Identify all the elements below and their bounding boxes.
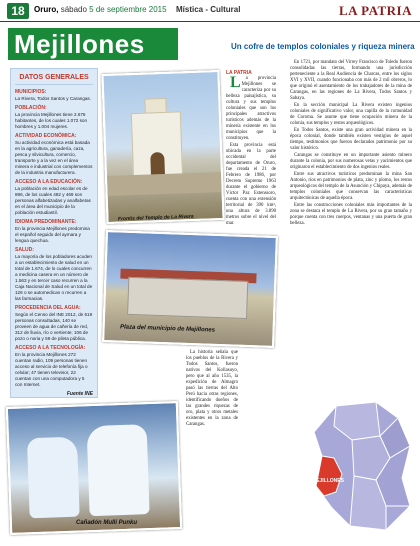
box-heading: IDIOMA PREDOMINANTE: xyxy=(15,219,77,225)
box-section xyxy=(15,105,93,130)
map-label: MEJILLONES xyxy=(312,478,344,484)
box-text: En la provincia Mejillones predomina el español seguido del aymara y lengua quechua. xyxy=(15,226,90,243)
box-heading: MUNICIPIOS: xyxy=(15,89,47,95)
general-data-box xyxy=(10,68,98,398)
page-header xyxy=(0,0,420,22)
church-photo-caption: Frontis del Templo de La Rivera xyxy=(117,213,194,223)
box-heading: ACTIVIDAD ECONÓMICA: xyxy=(15,133,77,139)
box-heading: PROCEDENCIA DEL AGUA: xyxy=(15,305,81,311)
box-text: La mayoría de los pobladores acuden a un establecimiento de salud en un total de 1.674, de lo cuales concurren a medicina casera en un número de 1.563 y en tercer caso recurren a la Caja Nacional de Salud en un total de 126 o se automedican o recurren a las farmacias. xyxy=(15,254,93,301)
canyon-photo xyxy=(6,401,182,535)
section-name: Mística - Cultural xyxy=(176,5,241,14)
church-photo xyxy=(101,70,224,224)
paragraph: En 1721, por mandato del Virrey Francisco de Toledo fueron consolidadas las tierras, formando una jurisdicción perteneciente a la Real Audiencia de Charcas, entre los siglos XVI y XVII, cuando funcionaba con más de 2 mil obreros, lo que originó el asentamiento de los trabajadores de la mina de Carangas, en las regiones de La Rivera, Todos Santos y Sabaya. xyxy=(290,60,412,101)
box-heading: POBLACIÓN: xyxy=(15,105,47,111)
article-kicker: LA PATRIA xyxy=(226,70,252,76)
box-source: Fuente INE xyxy=(66,391,93,397)
article-column xyxy=(226,76,276,226)
header-date xyxy=(34,5,167,14)
article-subtitle: Un cofre de templos coloniales y riqueza minera xyxy=(231,42,415,51)
ice-formation xyxy=(27,437,80,519)
box-section xyxy=(15,345,93,388)
box-section xyxy=(15,179,93,216)
ice-formation xyxy=(87,424,150,516)
paragraph: En la sección municipal La Rivera existen ingenios coloniales de significativo valor, una capilla de la comunidad de Coroma. Se asume que tiene ocupación minera de la colonia, sus templos y restos arqueológicos. xyxy=(290,103,412,126)
paragraph: Entre las construcciones coloniales más importantes de la zona se destaca el templo de La Rivera, por su gran tamaño y porque cuenta con tres cuerpos, ventanas y una puerta de gran belleza. xyxy=(290,203,412,226)
paragraph: En Todos Santos, existe una gran actividad minera en la época colonial, donde también existen vestigios de aquel tiempo, testimonios que fueron declarados patrimonio por su valor histórico. xyxy=(290,128,412,151)
box-text: La provincia Mejillones tiene 2.676 habitantes, de los cuales 1.072 son hombres y 1.004 mujeres. xyxy=(15,112,88,129)
drop-cap: L xyxy=(230,74,241,91)
header-city: Oruro, xyxy=(34,5,59,14)
box-text: En la provincia Mejillones 272 cuentan radio, 109 personas tienen acceso al servicio de telefonía fija o celular; 47 tienen televisor, 22 cuentan con una computadora y 5 con Internet. xyxy=(15,352,88,387)
paragraph: La historia señala que los pueblos de la Rivera y Todos Santos, fueron nativos del Kollasuyo, pero que al año 1535, la expedición de Almagro pasó las tierras del Alto Perú hacia otras regiones, identificando dueños de las grandes riquezas de oro, plata y otros metales existentes en la zona de Carangas. xyxy=(186,350,238,427)
box-heading: ACCESO A LA EDUCACIÓN: xyxy=(15,179,83,185)
paragraph: a provincia Mejillones se caracteriza por su belleza paisajística, su cultura y sus templos coloniales que son los principales atractivos turísticos además de la minería existente en los municipios que la constituyen. xyxy=(226,76,276,141)
header-weekday: sábado xyxy=(60,5,87,14)
plaza-photo-caption: Plaza del municipio de Mejillones xyxy=(119,324,216,334)
box-title: DATOS GENERALES xyxy=(15,74,93,85)
building xyxy=(127,277,248,319)
box-section xyxy=(15,133,93,176)
box-text: Su actividad económica está basada en la agricultura, ganadería, caza, pesca y silvicultura, comercio, transporte y a la vez en el área minera e industrial con complementos de la industria manufacturera. xyxy=(15,140,93,175)
box-section xyxy=(15,219,93,244)
box-heading: SALUD: xyxy=(15,247,34,253)
box-text: Según el Censo del INE 2012, de 619 personas consultadas, 140 se proveen de agua de cañería de red, 312 de lluvia, río o vertiente; 106 de pozo o noria y 59 de pileta pública. xyxy=(15,312,93,341)
page-number: 18 xyxy=(7,3,29,19)
church-wall xyxy=(107,172,225,196)
newspaper-name: LA PATRIA xyxy=(339,3,412,18)
box-text: La población en edad escolar es de 896, de los cuales 482 y 469 son personas alfabetizadas y analfabetas en el área del municipio de la población estudiantil. xyxy=(15,186,91,215)
paragraph: Esta provincia está ubicada en la parte occidental del departamento de Oruro, fue creada el 21 de Febrero de 1986, por Decreto Supremo 1963 durante el gobierno de Víctor Paz Estenssoro, cuenta con una extensión territorial de 390 km², una altura de 3.890 metros sobre el nivel del mar. xyxy=(226,143,276,226)
church-door xyxy=(150,152,165,176)
box-section xyxy=(15,89,93,102)
article-column xyxy=(186,350,238,498)
article-title: Mejillones xyxy=(14,29,145,59)
canyon-photo-caption: Cañadón Mulli Punku xyxy=(76,520,137,526)
paragraph: Carangas se constituye en un importante asiento minero durante la colonia, por sus numerosas vetas y yacimientos que originaron el establecimiento de dos ingenios reales. xyxy=(290,153,412,170)
box-section xyxy=(15,305,93,342)
article-column xyxy=(290,60,412,400)
box-heading: ACCESO A LA TECNOLOGÍA: xyxy=(15,345,86,351)
header-date-text: 5 de septiembre 2015 xyxy=(89,5,167,14)
box-section xyxy=(15,247,93,302)
paragraph: Entre sus atractivos turísticos predominan la mina San Antonio, ríos en patrimonios de plata, zinc y plomo, los restos arqueológicos del templo de la Asunción y Chipaya, además de templos coloniales que conservan las características arquitectónicas de aquella época. xyxy=(290,172,412,201)
province-map xyxy=(306,396,416,536)
box-text: La Rivera, Todos Santos y Carangas. xyxy=(15,96,92,101)
